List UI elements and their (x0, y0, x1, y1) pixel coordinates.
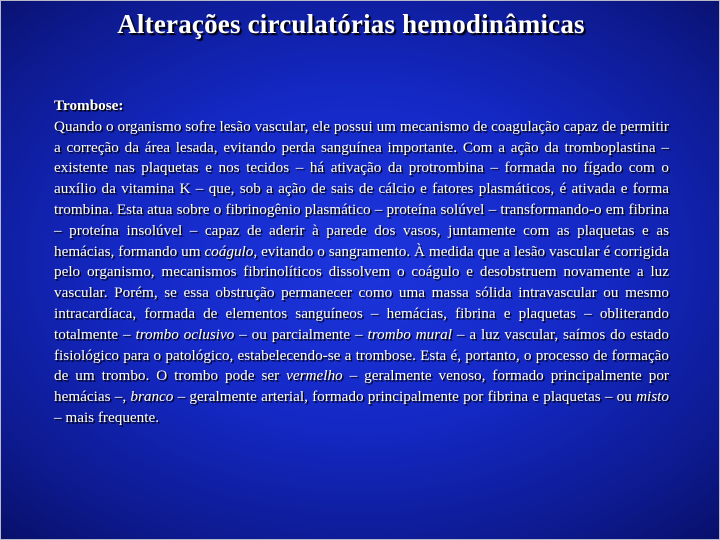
body-text: – mais frequente. (54, 408, 160, 426)
term-coagulo: coágulo (204, 242, 254, 260)
body-text: – geralmente arterial, formado principalmente por fibrina e plaquetas – ou (173, 388, 637, 406)
term-misto: misto (636, 388, 669, 406)
slide-body (54, 96, 669, 429)
body-text: – ou parcialmente – (234, 325, 368, 343)
term-trombo-oclusivo: trombo oclusivo (135, 325, 235, 343)
section-heading: Trombose: (54, 97, 124, 114)
slide-title: Alterações circulatórias hemodinâmicas (117, 9, 585, 39)
term-branco: branco (130, 388, 174, 406)
body-text: – a luz vascular, saímos do estado fisiológico para o patológico, estabelecendo-se a trombose. Esta é, portanto, o processo de formação de um trombo. O trombo pode ser (54, 325, 669, 385)
body-text: , evitando o sangramento. À medida que a lesão vascular é corrigida pelo organismo, mecanismos fibrinolíticos dissolvem o coágulo e desobstruem novamente a luz vascular. Porém, se essa obstrução permanecer como uma massa sólida intravascular ou mesmo intracardíaca, formada de elementos sanguíneos – hemácias, fibrina e plaquetas – obliterando totalmente – (54, 242, 669, 343)
body-text: Quando o organismo sofre lesão vascular, ele possui um mecanismo de coagulação capaz de permitir a correção da área lesada, evitando perda sanguínea importante. Com a ação da tromboplastina – existente nas plaquetas e nos tecidos – há ativação da protrombina – formada no fígado com o auxílio da vitamina K – que, sob a ação de sais de cálcio e fatores plasmáticos, é ativada e forma trombina. Esta atua sobre o fibrinogênio plasmático – proteína solúvel – transformando-o em fibrina – proteína insolúvel – capaz de aderir à parede dos vasos, juntamente com as plaquetas e as hemácias, formando um (54, 117, 669, 260)
term-trombo-mural: trombo mural (367, 325, 452, 343)
body-text: – geralmente venoso, formado principalmente por hemácias –, (54, 367, 669, 406)
term-vermelho: vermelho (286, 367, 343, 385)
